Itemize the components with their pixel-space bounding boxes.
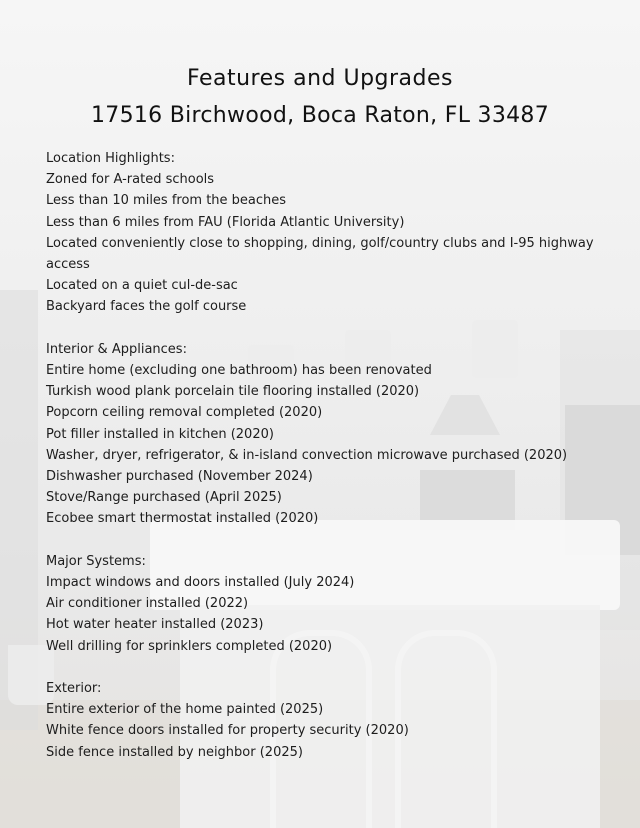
list-item: Hot water heater installed (2023) (46, 617, 264, 633)
list-item: Turkish wood plank porcelain tile flooring installed (2020) (46, 384, 420, 400)
list-item: Popcorn ceiling removal completed (2020) (46, 405, 323, 421)
list-item: Located on a quiet cul-de-sac (46, 278, 238, 294)
features-list (46, 148, 606, 763)
list-item: Entire home (excluding one bathroom) has been renovated (46, 363, 432, 379)
list-item: Well drilling for sprinklers completed (2020) (46, 638, 333, 654)
section-heading: Major Systems: (46, 553, 146, 569)
list-item: Less than 6 miles from FAU (Florida Atlantic University) (46, 214, 405, 230)
page-title: Features and Upgrades (187, 66, 453, 91)
list-item: Ecobee smart thermostat installed (2020) (46, 511, 319, 527)
list-item: Backyard faces the golf course (46, 299, 247, 315)
section-major-systems (46, 551, 606, 657)
list-item: Located conveniently close to shopping, dining, golf/country clubs and I-95 highway access (46, 235, 594, 273)
list-item: Pot filler installed in kitchen (2020) (46, 426, 274, 442)
section-heading: Location Highlights: (46, 151, 175, 166)
list-item: Dishwasher purchased (November 2024) (46, 469, 313, 485)
list-item: Air conditioner installed (2022) (46, 596, 249, 612)
list-item: Stove/Range purchased (April 2025) (46, 490, 282, 506)
section-heading: Interior & Appliances: (46, 341, 187, 357)
section-heading: Exterior: (46, 681, 102, 697)
list-item: White fence doors installed for property security (2020) (46, 723, 409, 739)
section-exterior (46, 678, 606, 763)
list-item: Washer, dryer, refrigerator, & in-island convection microwave purchased (2020) (46, 447, 568, 463)
section-location-highlights (46, 148, 606, 318)
list-item: Less than 10 miles from the beaches (46, 193, 287, 209)
list-item: Entire exterior of the home painted (2025) (46, 702, 324, 718)
property-address: 17516 Birchwood, Boca Raton, FL 33487 (90, 103, 550, 128)
list-item: Side fence installed by neighbor (2025) (46, 744, 303, 760)
list-item: Zoned for A-rated schools (46, 172, 215, 188)
section-interior-appliances (46, 339, 606, 530)
list-item: Impact windows and doors installed (July 2024) (46, 575, 355, 591)
